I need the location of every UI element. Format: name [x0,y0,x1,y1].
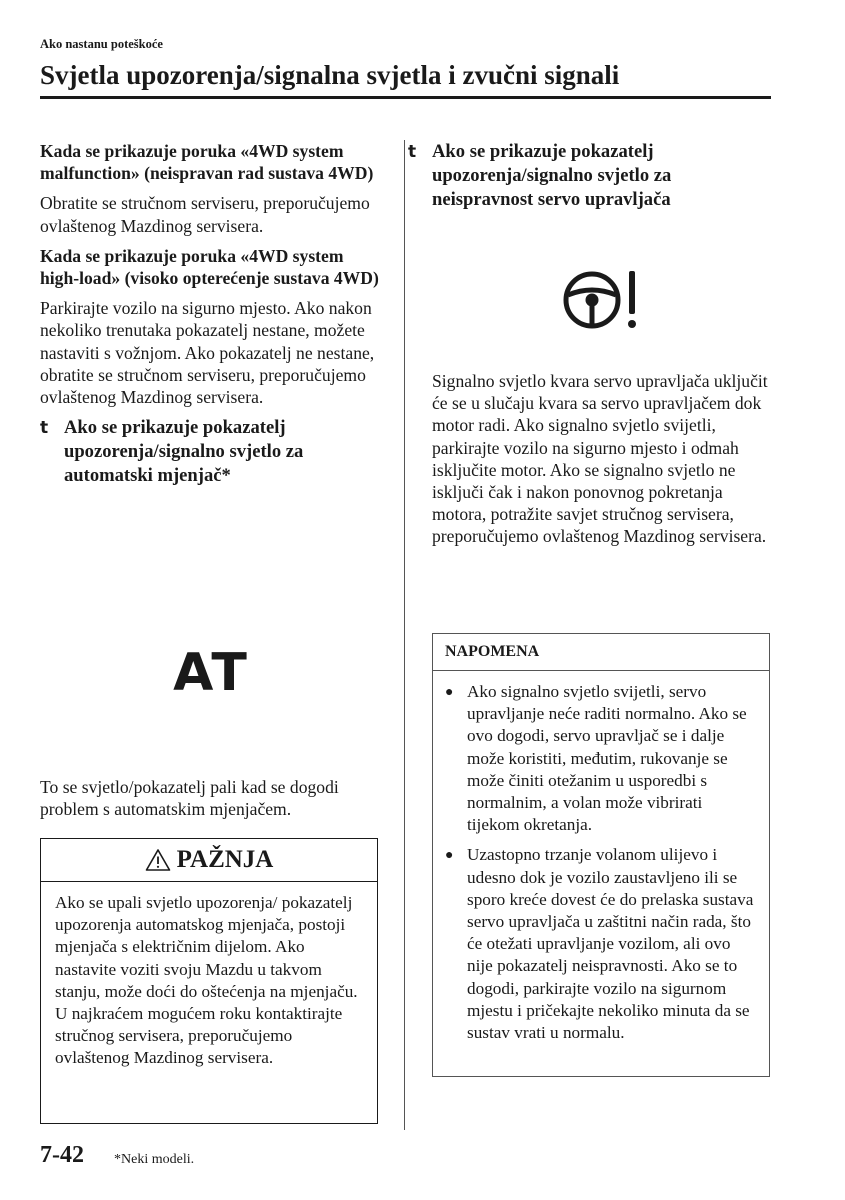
caution-header [41,839,377,882]
page-title: Svjetla upozorenja/signalna svjetla i zvučni signali [40,60,620,90]
warning-triangle-icon [145,848,171,872]
note-title: NAPOMENA [433,634,769,671]
note-box [432,633,770,1077]
footnote: *Neki modeli. [114,1152,195,1167]
t-bullet-icon: t [408,142,417,162]
at-description: To se svjetlo/pokazatelj pali kad se dogodi problem s automatskim mjenjačem. [40,777,339,820]
subheading-power-steering-text: Ako se prikazuje pokazatelj upozorenja/signalno svjetlo za neispravnost servo upravljača [432,141,672,210]
caution-box [40,838,378,1124]
at-warning-icon: AT [173,643,249,703]
heading-4wd-malfunction: Kada se prikazuje poruka «4WD system malfunction» (neispravan rad sustava 4WD) [40,141,374,184]
note-list [433,671,769,1044]
heading-4wd-high-load: Kada se prikazuje poruka «4WD system high-load» (visoko opterećenje sustava 4WD) [40,245,379,289]
subheading-at-text: Ako se prikazuje pokazatelj upozorenja/signalno svjetlo za automatski mjenjač* [64,417,304,487]
note-item [445,844,757,1044]
caution-title: PAŽNJA [176,845,274,873]
bullet-icon: ● [445,848,454,864]
left-column [40,140,382,1068]
power-steering-warning-icon [562,265,646,335]
section-label: Ako nastanu poteškoće [40,37,163,51]
page-number: 7-42 [40,1142,84,1168]
power-steering-description: Signalno svjetlo kvara servo upravljača uključit će se u slučaju kvara sa servo upravljačem dok motor radi. Ako signalno svjetlo svijetli, parkirajte vozilo na sigurno mjesto i odmah isključite motor. Ako se signalno svjetlo ne isključi čak i nakon ponovnog pokretanja motora, potražite savjet stručnog servisera, preporučujemo ovlaštenog Mazdinog servisera. [432,371,768,547]
note-item-text: Uzastopno trzanje volanom ulijevo i udesno dok je vozilo zaustavljeno ili se sporo kreće dovest će do prelaska sustava servo upravljača u zaštitni način rada, što će otežati upravljanje vozilom, ali ovo nije pokazatelj neispravnosti. Ako se to dogodi, parkirajte vozilo na sigurnom mjestu i pričekajte nekoliko minuta da se sustav vrati u normalu. [467,845,754,1043]
text-4wd-malfunction: Obratite se stručnom serviseru, preporučujemo ovlaštenog Mazdinog servisera. [40,193,370,236]
text-4wd-high-load: Parkirajte vozilo na sigurno mjesto. Ako nakon nekoliko trenutaka pokazatelj nestane, možete nastaviti s vožnjom. Ako pokazatelj ne nestane, obratite se stručnom serviseru, preporučujemo ovlaštenog Mazdinog servisera. [40,298,375,408]
subheading-at-warning [40,416,382,488]
title-rule [40,96,771,99]
right-column [408,140,772,1043]
subheading-power-steering [408,140,772,212]
bullet-icon: ● [445,685,454,700]
note-item-text: Ako signalno svjetlo svijetli, servo upravljanje neće raditi normalno. Ako se ovo dogodi, servo upravljač se i dalje može koristiti, međutim, rukovanje se može činiti otežanim u usporedbi s normalnim, a volan može vibrirati tijekom okretanja. [467,682,747,835]
column-divider [404,140,405,1130]
t-bullet-icon: t [40,418,49,439]
caution-body: Ako se upali svjetlo upozorenja/ pokazatelj upozorenja automatskog mjenjača, postoji mjenjača s električnim dijelom. Ako nastavite voziti svoju Mazdu u takvom stanju, može doći do oštećenja na mjenjaču. U najkraćem mogućem roku kontaktirajte stručnog servisera, preporučujemo ovlaštenog Mazdinog servisera. [55,893,358,1068]
note-item [445,681,757,836]
